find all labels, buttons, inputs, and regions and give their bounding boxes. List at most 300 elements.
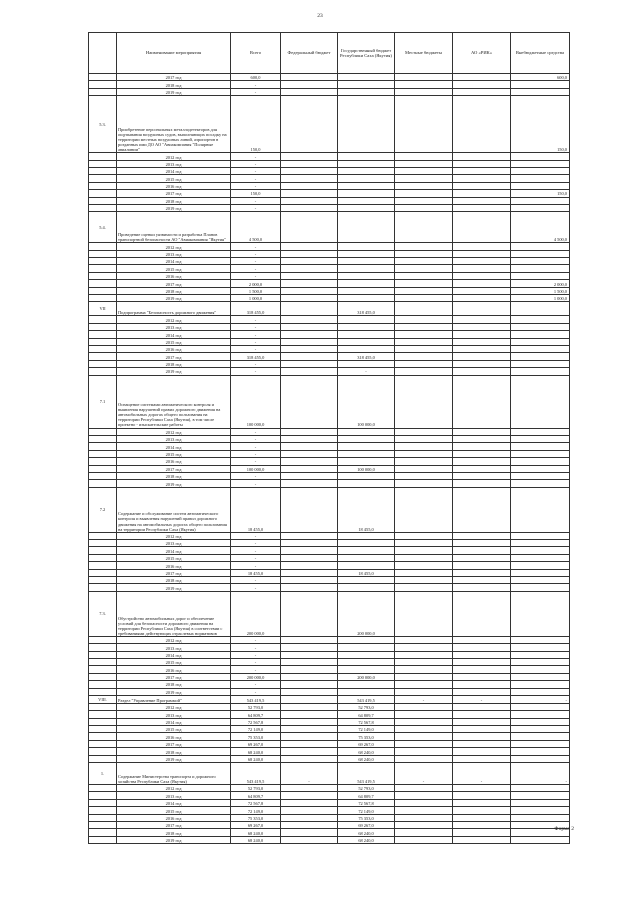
local-cell xyxy=(395,345,453,352)
row-number xyxy=(89,295,117,302)
row-number: 5.3. xyxy=(89,96,117,153)
total-cell: 69 267,0 xyxy=(231,822,281,829)
extrabudgetary-cell: - xyxy=(511,695,570,703)
total-cell: - xyxy=(231,480,281,487)
header-rik: АО «РИК» xyxy=(453,33,511,74)
local-cell xyxy=(395,435,453,442)
total-cell: 2 000,0 xyxy=(231,280,281,287)
federal-cell xyxy=(281,96,338,153)
federal-cell xyxy=(281,807,338,814)
federal-cell xyxy=(281,636,338,643)
republic-cell: 18 455,0 xyxy=(338,487,395,532)
local-cell xyxy=(395,331,453,338)
rik-cell xyxy=(453,153,511,160)
year-row xyxy=(89,540,570,547)
year-row xyxy=(89,755,570,762)
federal-cell xyxy=(281,554,338,561)
rik-cell xyxy=(453,836,511,843)
year-label: 2014 год xyxy=(117,443,231,450)
rik-cell xyxy=(453,703,511,710)
local-cell xyxy=(395,153,453,160)
extrabudgetary-cell xyxy=(511,644,570,651)
year-label: 2012 год xyxy=(117,428,231,435)
extrabudgetary-cell xyxy=(511,681,570,688)
year-label: 2015 год xyxy=(117,338,231,345)
republic-cell xyxy=(338,175,395,182)
rik-cell xyxy=(453,480,511,487)
republic-cell xyxy=(338,153,395,160)
extrabudgetary-cell xyxy=(511,345,570,352)
activity-name: Содержание и обслуживание систем автоматического контроля и выявления нарушений правил дорожного движения на автомобильных дорогах общего пользования на территории Республики Саха (Якутия) xyxy=(117,487,231,532)
row-number xyxy=(89,540,117,547)
republic-cell xyxy=(338,250,395,257)
extrabudgetary-cell xyxy=(511,204,570,211)
local-cell xyxy=(395,785,453,792)
republic-cell xyxy=(338,338,395,345)
extrabudgetary-cell xyxy=(511,338,570,345)
extrabudgetary-cell xyxy=(511,748,570,755)
row-number: 7.1 xyxy=(89,375,117,428)
local-cell xyxy=(395,243,453,250)
rik-cell xyxy=(453,243,511,250)
row-number xyxy=(89,547,117,554)
year-label: 2017 год xyxy=(117,673,231,680)
activity-name: Приобретение персональных металлодетекторов для ощупывания воздушных судов, выполняющих посадку на территории местных воздушных линий, аэропортов в розданных ими ДО АО "Авиакомпания "Полярные авиалинии" xyxy=(117,96,231,153)
year-row xyxy=(89,81,570,88)
year-label: 2014 год xyxy=(117,799,231,806)
year-label: 2019 год xyxy=(117,204,231,211)
total-cell: 52 793,0 xyxy=(231,785,281,792)
rik-cell: - xyxy=(453,763,511,785)
extrabudgetary-cell xyxy=(511,465,570,472)
row-number: VII xyxy=(89,302,117,316)
federal-cell xyxy=(281,577,338,584)
year-label: 2012 год xyxy=(117,785,231,792)
federal-cell xyxy=(281,740,338,747)
local-cell xyxy=(395,465,453,472)
year-label: 2013 год xyxy=(117,711,231,718)
extrabudgetary-cell xyxy=(511,272,570,279)
rik-cell xyxy=(453,88,511,95)
year-row xyxy=(89,651,570,658)
total-cell: - xyxy=(231,323,281,330)
year-label: 2017 год xyxy=(117,353,231,360)
local-cell xyxy=(395,584,453,591)
extrabudgetary-cell xyxy=(511,733,570,740)
year-row xyxy=(89,160,570,167)
federal-cell xyxy=(281,688,338,695)
extrabudgetary-cell xyxy=(511,302,570,316)
year-row xyxy=(89,799,570,806)
rik-cell xyxy=(453,487,511,532)
row-number xyxy=(89,88,117,95)
local-cell xyxy=(395,547,453,554)
rik-cell xyxy=(453,175,511,182)
row-number xyxy=(89,265,117,272)
republic-cell xyxy=(338,182,395,189)
local-cell xyxy=(395,666,453,673)
rik-cell xyxy=(453,740,511,747)
year-label: 2019 год xyxy=(117,836,231,843)
federal-cell xyxy=(281,243,338,250)
rik-cell xyxy=(453,755,511,762)
extrabudgetary-cell xyxy=(511,458,570,465)
republic-cell: 64 809,7 xyxy=(338,792,395,799)
extrabudgetary-cell xyxy=(511,532,570,539)
total-cell: - xyxy=(231,554,281,561)
republic-cell: - xyxy=(338,368,395,375)
row-number xyxy=(89,726,117,733)
year-label: 2019 год xyxy=(117,88,231,95)
local-cell xyxy=(395,562,453,569)
federal-cell xyxy=(281,458,338,465)
rik-cell xyxy=(453,577,511,584)
year-row xyxy=(89,338,570,345)
local-cell xyxy=(395,711,453,718)
federal-cell xyxy=(281,658,338,665)
rik-cell xyxy=(453,182,511,189)
total-cell: - xyxy=(231,428,281,435)
activity-name: Оснащение системами автоматического контроля и выявления нарушений правил дорожного движения на автомобильных дорогах общего пользования на территории Республики Саха (Якутия), в том числе проектно - изыскательские работы xyxy=(117,375,231,428)
rik-cell xyxy=(453,323,511,330)
local-cell xyxy=(395,272,453,279)
federal-cell xyxy=(281,540,338,547)
rik-cell xyxy=(453,360,511,367)
year-row xyxy=(89,345,570,352)
local-cell xyxy=(395,190,453,197)
extrabudgetary-cell xyxy=(511,836,570,843)
republic-cell xyxy=(338,345,395,352)
header-extrabudgetary: Внебюджетные средства xyxy=(511,33,570,74)
federal-cell xyxy=(281,718,338,725)
extrabudgetary-cell: 4 500,0 xyxy=(511,212,570,243)
extrabudgetary-cell xyxy=(511,450,570,457)
federal-cell xyxy=(281,435,338,442)
local-cell xyxy=(395,681,453,688)
year-label: 2013 год xyxy=(117,435,231,442)
year-label: 2014 год xyxy=(117,331,231,338)
extrabudgetary-cell: 600,0 xyxy=(511,74,570,81)
activity-row xyxy=(89,212,570,243)
local-cell xyxy=(395,480,453,487)
republic-cell: 18 455,0 xyxy=(338,569,395,576)
row-number xyxy=(89,792,117,799)
year-row xyxy=(89,316,570,323)
republic-cell xyxy=(338,540,395,547)
rik-cell xyxy=(453,584,511,591)
local-cell xyxy=(395,755,453,762)
activity-name: Подпрограмма "Безопасность дорожного движения" xyxy=(117,302,231,316)
total-cell: 150,0 xyxy=(231,190,281,197)
federal-cell xyxy=(281,651,338,658)
total-cell: 68 240,0 xyxy=(231,836,281,843)
year-label: 2012 год xyxy=(117,532,231,539)
row-number xyxy=(89,353,117,360)
extrabudgetary-cell xyxy=(511,258,570,265)
header-activity-name: Наименование мероприятия xyxy=(117,33,231,74)
rik-cell xyxy=(453,295,511,302)
row-number xyxy=(89,822,117,829)
republic-cell xyxy=(338,435,395,442)
year-label: 2015 год xyxy=(117,807,231,814)
total-cell: 543 419,5 xyxy=(231,695,281,703)
federal-cell xyxy=(281,74,338,81)
year-row xyxy=(89,153,570,160)
federal-cell xyxy=(281,258,338,265)
row-number xyxy=(89,681,117,688)
total-cell: - xyxy=(231,688,281,695)
republic-cell xyxy=(338,287,395,294)
local-cell xyxy=(395,591,453,636)
year-label: 2015 год xyxy=(117,450,231,457)
federal-cell xyxy=(281,487,338,532)
year-row xyxy=(89,636,570,643)
total-cell: 600,0 xyxy=(231,74,281,81)
extrabudgetary-cell xyxy=(511,688,570,695)
extrabudgetary-cell xyxy=(511,755,570,762)
extrabudgetary-cell xyxy=(511,584,570,591)
row-number xyxy=(89,450,117,457)
total-cell: 543 419,5 xyxy=(231,763,281,785)
row-number xyxy=(89,204,117,211)
federal-cell xyxy=(281,792,338,799)
year-label: 2017 год xyxy=(117,740,231,747)
row-number xyxy=(89,197,117,204)
extrabudgetary-cell xyxy=(511,443,570,450)
total-cell: 150,0 xyxy=(231,96,281,153)
federal-cell: - xyxy=(281,763,338,785)
year-label: 2018 год xyxy=(117,829,231,836)
extrabudgetary-cell xyxy=(511,726,570,733)
row-number xyxy=(89,472,117,479)
rik-cell xyxy=(453,190,511,197)
total-cell: - xyxy=(231,331,281,338)
row-number xyxy=(89,190,117,197)
total-cell: 69 267,0 xyxy=(231,740,281,747)
federal-cell xyxy=(281,331,338,338)
row-number xyxy=(89,81,117,88)
extrabudgetary-cell xyxy=(511,785,570,792)
extrabudgetary-cell xyxy=(511,160,570,167)
year-row xyxy=(89,814,570,821)
federal-cell xyxy=(281,673,338,680)
row-number xyxy=(89,428,117,435)
total-cell: 200 000,0 xyxy=(231,673,281,680)
rik-cell xyxy=(453,353,511,360)
extrabudgetary-cell xyxy=(511,243,570,250)
federal-cell xyxy=(281,280,338,287)
rik-cell xyxy=(453,822,511,829)
year-row xyxy=(89,748,570,755)
rik-cell xyxy=(453,733,511,740)
rik-cell xyxy=(453,435,511,442)
rik-cell xyxy=(453,465,511,472)
federal-cell xyxy=(281,287,338,294)
total-cell: - xyxy=(231,338,281,345)
federal-cell xyxy=(281,569,338,576)
republic-cell xyxy=(338,212,395,243)
local-cell xyxy=(395,316,453,323)
year-row xyxy=(89,532,570,539)
row-number xyxy=(89,360,117,367)
row-number xyxy=(89,480,117,487)
rik-cell xyxy=(453,636,511,643)
rik-cell xyxy=(453,814,511,821)
republic-cell: 200 000,0 xyxy=(338,673,395,680)
federal-cell xyxy=(281,726,338,733)
row-number xyxy=(89,435,117,442)
year-row xyxy=(89,190,570,197)
republic-cell xyxy=(338,658,395,665)
federal-cell xyxy=(281,360,338,367)
federal-cell xyxy=(281,338,338,345)
year-label: 2012 год xyxy=(117,153,231,160)
federal-cell xyxy=(281,190,338,197)
year-row xyxy=(89,569,570,576)
extrabudgetary-cell xyxy=(511,375,570,428)
rik-cell xyxy=(453,540,511,547)
local-cell xyxy=(395,280,453,287)
federal-cell xyxy=(281,829,338,836)
total-cell: - xyxy=(231,182,281,189)
page-number: 23 xyxy=(317,13,323,19)
republic-cell: 72 567,8 xyxy=(338,718,395,725)
local-cell xyxy=(395,368,453,375)
total-cell: - xyxy=(231,360,281,367)
rik-cell xyxy=(453,748,511,755)
total-cell: - xyxy=(231,316,281,323)
rik-cell xyxy=(453,718,511,725)
local-cell xyxy=(395,836,453,843)
republic-cell: 543 419,5 xyxy=(338,763,395,785)
rik-cell xyxy=(453,368,511,375)
local-cell xyxy=(395,88,453,95)
extrabudgetary-cell xyxy=(511,250,570,257)
extrabudgetary-cell: - xyxy=(511,763,570,785)
year-label: 2015 год xyxy=(117,726,231,733)
total-cell: 72 149,0 xyxy=(231,726,281,733)
extrabudgetary-cell xyxy=(511,658,570,665)
total-cell: - xyxy=(231,368,281,375)
activity-row xyxy=(89,591,570,636)
rik-cell xyxy=(453,287,511,294)
total-cell: 18 455,0 xyxy=(231,569,281,576)
local-cell xyxy=(395,814,453,821)
row-number xyxy=(89,532,117,539)
activity-row xyxy=(89,763,570,785)
row-number xyxy=(89,153,117,160)
local-cell xyxy=(395,338,453,345)
rik-cell xyxy=(453,569,511,576)
row-number xyxy=(89,829,117,836)
total-cell: 75 353,0 xyxy=(231,814,281,821)
year-label: 2018 год xyxy=(117,681,231,688)
row-number xyxy=(89,740,117,747)
total-cell: 52 793,0 xyxy=(231,703,281,710)
local-cell xyxy=(395,733,453,740)
federal-cell xyxy=(281,368,338,375)
rik-cell xyxy=(453,81,511,88)
rik-cell xyxy=(453,644,511,651)
total-cell: 64 809,7 xyxy=(231,792,281,799)
year-label: 2012 год xyxy=(117,703,231,710)
row-number xyxy=(89,658,117,665)
rik-cell xyxy=(453,338,511,345)
year-row xyxy=(89,443,570,450)
extrabudgetary-cell xyxy=(511,740,570,747)
rik-cell xyxy=(453,345,511,352)
activity-row xyxy=(89,96,570,153)
local-cell xyxy=(395,175,453,182)
rik-cell xyxy=(453,651,511,658)
federal-cell xyxy=(281,681,338,688)
row-number xyxy=(89,331,117,338)
year-row xyxy=(89,353,570,360)
republic-cell: 318 455,0 xyxy=(338,353,395,360)
year-label: 2017 год xyxy=(117,465,231,472)
local-cell xyxy=(395,673,453,680)
row-number xyxy=(89,345,117,352)
local-cell xyxy=(395,822,453,829)
local-cell xyxy=(395,204,453,211)
federal-cell xyxy=(281,785,338,792)
row-number xyxy=(89,280,117,287)
extrabudgetary-cell: 2 000,0 xyxy=(511,280,570,287)
local-cell xyxy=(395,487,453,532)
row-number xyxy=(89,182,117,189)
total-cell: - xyxy=(231,577,281,584)
total-cell: 68 240,0 xyxy=(231,755,281,762)
republic-cell xyxy=(338,480,395,487)
federal-cell xyxy=(281,711,338,718)
republic-cell xyxy=(338,265,395,272)
local-cell xyxy=(395,807,453,814)
year-row xyxy=(89,204,570,211)
row-number xyxy=(89,287,117,294)
local-cell xyxy=(395,360,453,367)
federal-cell xyxy=(281,562,338,569)
federal-cell xyxy=(281,755,338,762)
total-cell: - xyxy=(231,153,281,160)
header-total: Всего xyxy=(231,33,281,74)
total-cell: - xyxy=(231,88,281,95)
total-cell: 68 240,0 xyxy=(231,829,281,836)
republic-cell xyxy=(338,190,395,197)
row-number xyxy=(89,711,117,718)
activity-name: Раздел "Управление Программой" xyxy=(117,695,231,703)
republic-cell: 75 353,0 xyxy=(338,814,395,821)
year-label: 2013 год xyxy=(117,250,231,257)
republic-cell xyxy=(338,197,395,204)
year-label: 2019 год xyxy=(117,480,231,487)
rik-cell xyxy=(453,472,511,479)
local-cell xyxy=(395,718,453,725)
extrabudgetary-cell xyxy=(511,480,570,487)
row-number xyxy=(89,799,117,806)
activity-name: Содержание Министерства транспорта и дорожного хозяйства Республики Саха (Якутия) xyxy=(117,763,231,785)
total-cell: - xyxy=(231,666,281,673)
total-cell: - xyxy=(231,258,281,265)
year-label: 2019 год xyxy=(117,688,231,695)
federal-cell xyxy=(281,182,338,189)
year-row xyxy=(89,740,570,747)
rik-cell xyxy=(453,272,511,279)
year-row xyxy=(89,829,570,836)
rik-cell xyxy=(453,673,511,680)
year-label: 2014 год xyxy=(117,651,231,658)
total-cell: - xyxy=(231,197,281,204)
extrabudgetary-cell xyxy=(511,591,570,636)
